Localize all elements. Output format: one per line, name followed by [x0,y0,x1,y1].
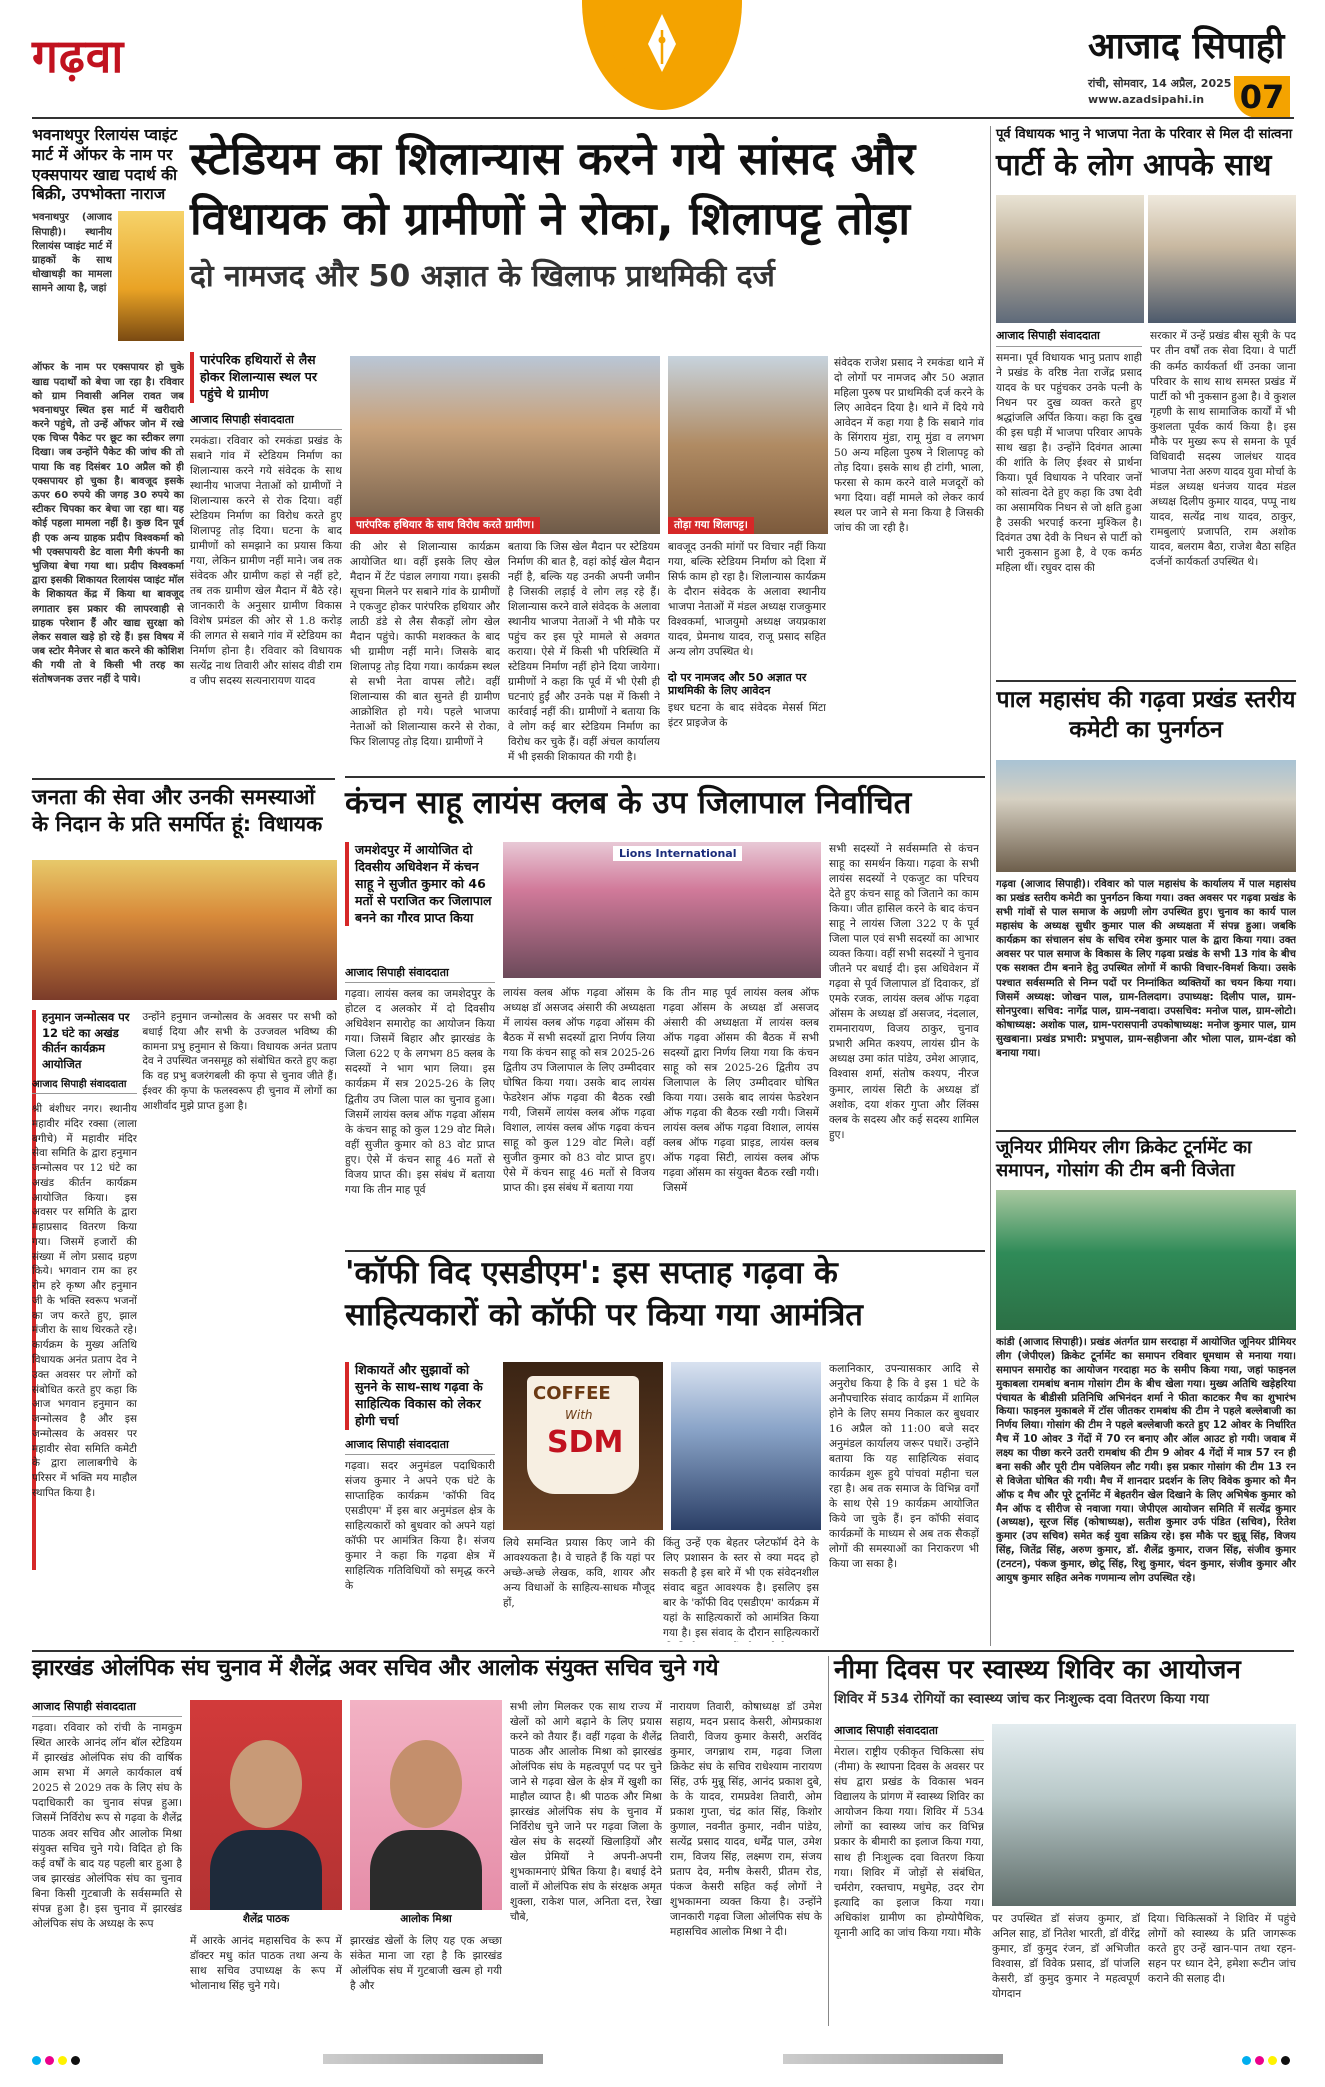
story-col2: सरकार में उन्हें प्रखंड बीस सूत्री के पद पर तीन वर्षों तक सेवा दिया। वे पार्टी की कर्मठ कार्यकर्ता थीं उनका जाना परिवार के साथ साथ समस्त प्रखंड में पार्टी को भी नुकसान हुआ है। वे कुशल गृहणी के साथ सामाजिक कार्यों में भी कुशलता पूर्वक कार्य किया है। इस मौके पर मुख्य रूप से समना के पूर्व विधिवादी सदस्य जालंधर यादव भाजपा नेता अरुण यादव युवा मोर्चा के मंडल अध्यक्ष धनंजय यादव मंडल अध्यक्ष दिलीप कुमार यादव, पप्पू नाथ यादव, सत्येंद्र नाथ यादव, ठाकुर, रामबुलाएं प्रजापति, राम अशोक यादव, बलराम बैठा, राजेश बैठा सहित दर्जनों कार्यकर्ता उपस्थित थे। [1150,330,1296,568]
story-coffee-sdm [345,1256,985,1646]
lead-col4-box [668,540,826,770]
lions-col3: कि तीन माह पूर्व लायंस क्लब ऑफ गढ़वा ऑसम के अध्यक्ष डॉ असजद अंसारी की अध्यक्षता में लायंस क्लब ऑफ गढ़वा ऑसम की बैठक में सभी सदस्यों द्वारा निर्णय लिया गया कि कंचन साहू को सत्र 2025-26 द्वितीय उप जिलापाल के लिए उम्मीदवार घोषित किया गया। उसके बाद लायंस फेडरेशन ऑफ गढ़वा की बैठक रखी गयी। जिसमें लायंस क्लब ऑफ गढ़वा विशाल, लायंस क्लब ऑफ गढ़वा प्राइड, लायंस क्लब ऑफ गढ़वा सिटी, लायंस क्लब ऑफ गढ़वा ऑसम का संयुक्त बैठक रखी गयी। जिसमें [663,987,819,1195]
lions-event-photo [503,842,821,978]
byline: आजाद सिपाही संवाददाता [345,1438,495,1455]
person-silhouette [230,1740,302,1828]
story-body: गढ़वा (आजाद सिपाही)। रविवार को पाल महासंघ के कार्यालय में पाल महासंघ का प्रखंड स्तरीय कमेटी का पुनर्गठन किया गया। उक्त अवसर पर गढ़वा प्रखंड के सभी गांवों से पाल समाज के अग्रणी लोग उपस्थित हुए। चुनाव का कार्य पाल महासंघ के अध्यक्ष सुधीर कुमार पाल की अध्यक्षता में संपन्न हुआ। जबकि कार्यक्रम का संचालन संघ के सचिव रमेश कुमार पाल के द्वारा किया गया। उक्त अवसर पर पाल समाज के विकास के लिए गढ़वा प्रखंड के सभी 13 गांव के बीच एक सशक्त टीम बनाने हेतु उपस्थित लोगों में काफी विचार-विमर्श किया। उसके पश्चात सर्वसम्मति से निम्न पदों पर निम्नांकित व्यक्तियों का चयन किया गया। जिसमें अध्यक्ष: जोखन पाल, ग्राम-तिलदाग। उपाध्यक्ष: दिलीप पाल, ग्राम-सोनपुरवा। सचिव: नागेंद्र पाल, ग्राम-नवादा। उपसचिव: मनोज पाल, ग्राम-लोटो। कोषाध्यक्ष: अशोक पाल, ग्राम-परासपानी उपकोषाध्यक्ष: मनोज कुमार पाल, ग्राम सुखबाना। प्रखंड प्रभारी: प्रभुपाल, ग्राम-सहीजना और भोला पाल, ग्राम-दंडा को बनाया गया। [996,879,1296,1059]
newspaper-name: आजाद सिपाही [1088,26,1285,67]
website-url: www.azadsipahi.in [1088,93,1205,106]
lead-pull-quote: पारंपरिक हथियारों से लैस होकर शिलान्यास स्थल पर पहुंचे थे ग्रामीण [190,352,342,403]
pull-quote-box [345,1362,495,1629]
section-rule [345,776,985,778]
lead-pull-quote-box [190,352,342,764]
coffee-cup-text3: SDM [547,1425,624,1460]
nima-col1: मेराल। राष्ट्रीय एकीकृत चिकित्सा संघ (नीमा) के स्थापना दिवस के अवसर पर संघ द्वारा प्रखंड के विकास भवन विद्यालय के प्रांगण में स्वास्थ्य शिविर का आयोजन किया गया। शिविर में 534 लोगों का स्वास्थ्य जांच कर विभिन्न प्रकार के बीमारी का इलाज किया गया, साथ ही निःशुल्क दवा वितरण किया गया। शिविर में जोड़ों से संबंधित, चर्मरोग, रक्तचाप, मधुमेह, उदर रोग इत्यादि का इलाज किया गया। अधिकांश ग्रामीण का होम्योपैथिक, यूनानी आदि का जांच किया गया। मौके [834,1746,984,1939]
portrait-shailendra [190,1700,342,1928]
story-olympic-association [32,1656,822,2056]
story-body-left: श्री बंशीधर नगर। स्थानीय महावीर मंदिर रक्सा (लाला बगीचे) में महावीर मंदिर सेवा समिति के द्वारा हनुमान जन्मोत्सव पर 12 घंटे का अखंड कीर्तन कार्यक्रम आयोजित किया। इस अवसर पर समिति के द्वारा महाप्रसाद वितरण किया गया। जिसमें हजारों की संख्या में लोग प्रसाद ग्रहण किये। भगवान राम का हर रोम हरे कृष्ण और हनुमान जी के भक्ति स्वरूप भजनों का जप करते हुए, झाल मंजीरा के साथ थिरकते रहे। कार्यक्रम के मुख्य अतिथि विधायक अनंत प्रताप देव ने उक्त अवसर पर लोगों को संबोधित करते हुए कहा कि आज भगवान हनुमान का जन्मोत्सव है और इस जन्मोत्सव के अवसर पर महावीर सेवा समिति कमेटी के द्वारा लालाबगीचे के परिसर में भक्ति मय माहौल स्थापित किया है। [32,1103,137,1499]
lions-col2: लायंस क्लब ऑफ गढ़वा ऑसम के अध्यक्ष डॉ असजद अंसारी की अध्यक्षता में लायंस क्लब ऑफ गढ़वा ऑसम की बैठक में सभी सदस्यों द्वारा निर्णय लिया गया कि कंचन साहू को सत्र 2025-26 द्वितीय उप जिलापाल के लिए उम्मीदवार घोषित किया गया। उसके बाद लायंस फेडरेशन ऑफ गढ़वा की बैठक रखी गयी, जिसमें लायंस क्लब ऑफ गढ़वा विशाल, लायंस क्लब ऑफ गढ़वा कंचन साहू को कुल 129 वोट मिले। वहीं सुजीत कुमार को 83 वोट प्राप्त हुए। ऐसे में कंचन साहू 46 मतों से विजय प्राप्त की। इस संबंध में बताया गया [503,987,655,1195]
coffee-col1: गढ़वा। सदर अनुमंडल पदाधिकारी संजय कुमार ने अपने एक घंटे के साप्ताहिक कार्यक्रम 'कॉफी विद एसडीएम' में इस बार अनुमंडल क्षेत्र के साहित्यकारों को बुधवार को अपने यहां कॉफी पर आमंत्रित किया है। संजय कुमार ने कहा कि गढ़वा क्षेत्र में साहित्यिक गतिविधियों को समृद्ध करने के [345,1459,495,1593]
story-headline: जूनियर प्रीमियर लीग क्रिकेट टूर्नामेंट का समापन, गोसांग की टीम बनी विजेता [996,1137,1252,1182]
lead-col2: की ओर से शिलान्यास कार्यक्रम आयोजित था। वहीं इसके लिए खेल मैदान में टेंट पंडाल लगाया गया। इसकी सूचना मिलने पर सबाने गांव के ग्रामीणों ने एकजुट होकर पारंपरिक हथियार और लाठी डंडे से लैस सैकड़ों लोग खेल मैदान पहुंचे। काफी मशक्कत के बाद भी ग्रामीण नहीं माने। जिसके बाद शिलापट्ट तोड़ दिया गया। कार्यक्रम स्थल से सभी नेता वापस लौटे। वहीं शिलान्यास की बात सुनते ही ग्रामीण आक्रोशित हो गये। पहले भाजपा नेताओं को शिलान्यास करने से रोका, फिर शिलापट्ट तोड़ दिया। ग्रामीणों ने [350,541,500,749]
olympic-col3: झारखंड खेलों के लिए यह एक अच्छा संकेत माना जा रहा है कि झारखंड ओलंपिक संघ में गुटबाजी खत्म हो गयी है और [350,1935,502,1993]
story-headline-line1: 'कॉफी विद एसडीएम': इस सप्ताह गढ़वा के [345,1255,838,1291]
coffee-col4: कलानिकार, उपन्यासकार आदि से अनुरोध किया है कि वे इस 1 घंटे के अनौपचारिक संवाद कार्यक्रम में शामिल होने के लिए समय निकाल कर बुधवार 16 अप्रैल को 11:00 बजे सदर अनुमंडल कार्यालय जरूर पधारें। उन्होंने बताया कि यह साहित्यिक संवाद कार्यक्रम शुरू हुये पांचवां महीना चल रहा है। अब तक समाज के विभिन्न वर्गों के साथ ऐसे 19 कार्यक्रम आयोजित किये जा चुके हैं। इन कॉफी संवाद कार्यक्रमों के माध्यम से अब तक सैकड़ों लोगों की समस्याओं का निराकरण भी किया जा सका है। [829,1363,979,1571]
story-lions-club [345,786,985,1246]
story-body: कांडी (आजाद सिपाही)। प्रखंड अंतर्गत ग्राम सरदाहा में आयोजित जूनियर प्रीमियर लीग (जेपीएल) क्रिकेट टूर्नामेंट का समापन रविवार धूमधाम से मनाया गया। समापन समारोह का आयोजन गरदाहा मठ के समीप किया गया, जहां फाइनल मुकाबला रामबांध बनाम गोसांग टीम के बीच खेला गया। मुख्य अतिथि खड़ेहरिया पंचायत के बीडीसी प्रतिनिधि अभिनंदन शर्मा ने फीता काटकर मैच का शुभारंभ किया। फाइनल मुकाबले में टॉस जीतकर रामबांध की टीम ने पहले बल्लेबाजी का निर्णय लिया। गोसांग की टीम ने पहले बल्लेबाजी करते हुए 12 ओवर के निर्धारित मैच में 10 ओवर 3 गेंदों में 70 रन बनाए और ऑल आउट हो गयी। जवाब में लक्ष्य का पीछा करने उतरी रामबांध की टीम 9 ओवर 4 गेंदों में मात्र 57 रन ही बना सकी और पूरी टीम पवेलियन लौट गयी। इस प्रकार गोसांग की टीम 13 रन से विजेता घोषित की गयी। मैच में शानदार प्रदर्शन के लिए विवेक कुमार को मैन ऑफ द मैच और पूरे टूर्नामेंट में बेहतरीन खेल दिखाने के लिए अभिषेक कुमार को मैन ऑफ द सीरीज से नवाजा गया। जेपीएल आयोजन समिति में सत्येंद्र कुमार (अध्यक्ष), सूरज सिंह (कोषाध्यक्ष), सतीश कुमार उर्फ पंडित (सचिव), रितेश कुमार (उप सचिव) समेत कई युवा सक्रिय रहे। इस मौके पर झुन्नू सिंह, विजय सिंह, जितेंद्र सिंह, अरुण कुमार, डॉ. शैलेंद्र कुमार, राजन सिंह, संजीव कुमार (टनटन), पंकज कुमार, छोटू सिंह, रिशु कुमार, चंदन कुमार, संजीव कुमार और आयुष कुमार सहित अनेक गणमान्य लोग उपस्थित रहे। [996,1337,1296,1584]
product-photo [118,211,184,341]
committee-photo [996,760,1296,872]
byline: आजाद सिपाही संवाददाता [190,413,342,430]
dateline: रांची, सोमवार, 14 अप्रैल, 2025 [1088,77,1232,90]
lead-col3: बताया कि जिस खेल मैदान पर स्टेडियम निर्माण की बात है, वहां कोई खेल मैदान नहीं है, बल्कि यह उनकी अपनी जमीन है जिसकी लड़ाई वे लोग लड़ रहे हैं। शिलान्यास करने वाले संवेदक के अलावा स्थानीय भाजपा नेताओं ने भी मौके पर पहुंच कर इस पूरे मामले से अवगत कराया। ऐसे में किसी भी परिस्थिति में स्टेडियम निर्माण नहीं होने दिया जायेगा। ग्रामीणों ने कहा कि पूर्व में भी ऐसी ही घटनाएं हुईं और उनके पक्ष में किसी ने कार्रवाई नहीं की। ग्रामीणों ने बताया कि वे लोग कई बार स्टेडियम निर्माण का विरोध कर चुके हैं। वहीं अंचल कार्यालय में भी इसकी शिकायत की गयी है। [508,541,660,764]
story-headline: पाल महासंघ की गढ़वा प्रखंड स्तरीय कमेटी का पुनर्गठन [996,687,1296,743]
bottom-rule [32,1650,1294,1652]
portrait-name: आलोक मिश्रा [350,1910,502,1928]
story-headline: झारखंड ओलंपिक संघ चुनाव में शैलेंद्र अवर सचिव और आलोक संयुक्त सचिव चुने गये [32,1655,719,1681]
story-body-top: भवनाथपुर (आजाद सिपाही)। स्थानीय रिलायंस प्वाइंट मार्ट में ग्राहकों के साथ धोखाधड़ी का मामला सामने आया है, जहां [32,212,112,295]
story-body-right: उन्होंने हनुमान जन्मोत्सव के अवसर पर सभी को बधाई दिया और सभी के उज्जवल भविष्य की कामना प्रभु हनुमान से किया। विधायक अनंत प्रताप देव ने उपस्थित जनसमूह को संबोधित करते हुए कहा कि वह प्रभु बजरंगबली की कृपा से चुनाव जीते हैं। ईश्वर की कृपा के फलस्वरूप ही चुनाव में लोगों का आशीर्वाद मुझे प्राप्त हुआ है। [142,1011,337,1112]
photo-caption: तोड़ा गया शिलापट्ट। [668,517,754,534]
byline: आजाद सिपाही संवाददाता [32,1078,137,1094]
section-rule [996,680,1296,682]
olympic-col5: नारायण तिवारी, कोषाध्यक्ष डॉ उमेश सहाय, मदन प्रसाद केसरी, ओमप्रकाश तिवारी, विजय कुमार केसरी, अरविंद कुमार, जगन्नाथ राम, गढ़वा जिला क्रिकेट संघ के सचिव राधेश्याम नारायण सिंह, उर्फ मुन्नू सिंह, आनंद प्रकाश दुबे, के के यादव, रामप्रवेश तिवारी, ओम प्रकाश गुप्ता, चंद्र कांत सिंह, किशोर कुणाल, नवनीत कुमार, नवीन पांडेय, सत्येंद्र प्रसाद यादव, धर्मेंद्र पाल, उमेश राम, विजय सिंह, लक्ष्मण राम, संजय प्रताप देव, मनीष केसरी, प्रीतम रोड, पंकज केसरी सहित कई लोगों ने शुभकामना व्यक्त किया है। उन्होंने जानकारी गढ़वा जिला ओलंपिक संघ के महासचिव आलोक मिश्रा ने दी। [670,1701,822,1939]
lead-col4-subhead: दो पर नामजद और 50 अज्ञात पर प्राथमिकी के लिए आवेदन [668,671,807,697]
lead-col4: बावजूद उनकी मांगों पर विचार नहीं किया गया, बल्कि स्टेडियम निर्माण को दिशा में सिर्फ काम हो रहा है। शिलान्यास कार्यक्रम के दौरान संवेदक के अलावा स्थानीय भाजपा नेताओं में मंडल अध्यक्ष राजकुमार विश्वकर्मा, भाजयुमो अध्यक्ष जयप्रकाश यादव, प्रेमनाथ यादव, राजू प्रसाद सहित अन्य लोग उपस्थित थे। [668,541,826,659]
brand-logo [582,0,742,112]
masthead [0,0,1325,118]
cricket-team-photo [996,1190,1296,1330]
byline: आजाद सिपाही संवाददाता [996,329,1142,346]
lead-headline-line1: स्टेडियम का शिलान्यास करने गये सांसद और [190,132,916,185]
olympic-col4: सभी लोग मिलकर एक साथ राज्य में खेलों को आगे बढ़ाने के लिए प्रयास करने को तैयार हैं। वहीं गढ़वा के शैलेंद्र पाठक और आलोक मिश्रा को झारखंड ओलंपिक संघ के महत्वपूर्ण पद पर चुने जाने से गढ़वा खेल के क्षेत्र में खुशी का माहौल व्याप्त है। श्री पाठक और मिश्रा झारखंड ओलंपिक संघ के चुनाव में निर्विरोध चुने जाने पर गढ़वा जिला के खेल संघ के सदस्यों खिलाड़ियों और खेल प्रेमियों ने अपनी-अपनी शुभकामनाएं प्रेषित किया है। बधाई देने वालों में ओलंपिक संघ के संरक्षक अमृत शुक्ला, राकेश पाल, अनिता दत्त, रेखा चौबे, [510,1701,662,1924]
story-bhanu-visit [996,128,1296,648]
section-title: गढ़वा [32,29,125,83]
story-headline: कंचन साहू लायंस क्लब के उप जिलापाल निर्वाचित [345,785,912,821]
story-subhead: शिविर में 534 रोगियों का स्वास्थ्य जांच कर निःशुल्क दवा वितरण किया गया [834,1690,1210,1707]
lead-col4b: इधर घटना के बाद संवेदक मेसर्स मिंटा इंटर प्राइजेज के [668,702,826,730]
meeting-photo [1148,195,1296,323]
story-col1: समना। पूर्व विधायक भानु प्रताप शाही ने प्रखंड के वरिष्ठ नेता राजेंद्र प्रसाद यादव के घर पहुंचकर उनके पत्नी के निधन पर दुख व्यक्त करते हुए श्रद्धांजलि अर्पित किया। कहा कि दुख की इस घड़ी में भाजपा परिवार आपके साथ खड़ा है। उन्होंने दिवंगत आत्मा की शांति के लिए ईश्वर से प्रार्थना किया। पूर्व विधायक ने परिवार जनों को सांत्वना देते हुए कहा कि उषा देवी का असामयिक निधन से जो क्षति हुआ है उसकी भरपाई करना मुश्किल है। दिवंगत उषा देवी के निधन से पार्टी को भारी नुकसान हुआ है, वे एक कर्मठ महिला थीं। रघुवर दास की [996,351,1142,575]
story-headline: नीमा दिवस पर स्वास्थ्य शिविर का आयोजन [834,1655,1241,1685]
story-kicker: पूर्व विधायक भानु ने भाजपा नेता के परिवार से मिल दी सांत्वना [996,127,1293,142]
nima-col2: पर उपस्थित डॉ संजय कुमार, डॉ अनिल साह, डॉ नितेश भारती, डॉ वीरेंद्र कुमार, डॉ कुमुद रंजन, डॉ अभिजीत विश्वास, डॉ विवेक प्रसाद, डॉ पांजलि केसरी, डॉ कुमुद कुमार ने महत्वपूर्ण योगदान [992,1913,1140,2001]
column-divider [990,126,991,1646]
story-nima-camp [834,1656,1296,2056]
nima-col3: दिया। चिकित्सकों ने शिविर में पहुंचे लोगों को स्वास्थ्य के प्रति जागरूक करते हुए उन्हें खान-पान तथा रहन-सहन पर ध्यान देने, हमेशा रूटीन जांच कराने की सलाह दी। [1148,1913,1296,1986]
registration-strip [32,2052,1294,2066]
lions-col1: गढ़वा। लायंस क्लब का जमशेदपुर के होटल द अलकोर में दो दिवसीय अधिवेशन समारोह का आयोजन किया गया। जिसमें बिहार और झारखंड के जिला 622 ए के लगभग 85 क्लब के सदस्यों ने भाग भाग लिया। इस कार्यक्रम में सत्र 2025-26 के लिए द्वितीय उप जिला पाल का चुनाव हुआ। जिसमें लायंस क्लब ऑफ गढ़वा ऑसम के कंचन साहू को कुल 129 वोट मिले। वहीं सुजीत कुमार को 83 वोट प्राप्त हुए। ऐसे में कंचन साहू 46 मतों से विजय प्राप्त की। इस संबंध में बताया गया कि तीन माह पूर्व [345,988,495,1196]
lead-headline-line2: विधायक को ग्रामीणों ने रोका, शिलापट्ट तोड़ा [190,192,911,245]
banner-text: Lions International [613,846,742,861]
temple-photo [32,860,337,1000]
coffee-cup-text2: With [565,1408,593,1422]
sdm-office-photo [671,1362,821,1530]
byline: आजाद सिपाही संवाददाता [32,1700,182,1717]
protest-photo [350,356,660,534]
meeting-photo [996,195,1144,323]
coffee-sdm-graphic [503,1362,663,1530]
pull-quote-box [345,842,495,926]
portrait-name: शैलेंद्र पाठक [190,1910,342,1928]
story-body: ऑफर के नाम पर एक्सपायर हो चुके खाद्य पदार्थों को बेचा जा रहा है। रविवार को ग्राम निवासी अनिल रावत जब भवनाथपुर स्थित इस मार्ट में खरीदारी करने पहुंचे, तो उन्हें ऑफर जोन में रखे एक चिप्स पैकेट पर छूट का स्टीकर लगा दिखा। जब उन्होंने पैकेट की जांच की तो पाया कि वह दिसंबर 10 अप्रैल को ही एक्सपायर हो चुका है। बावजूद इसके ऊपर 60 रुपये की जगह 30 रुपये का स्टीकर चिपका कर बेचा जा रहा था। यह कोई पहला मामला नहीं है। कुछ दिन पूर्व ही एक अन्य ग्राहक प्रदीप विश्वकर्मा को भी एक्सपायरी डेट वाला मैगी कंपनी का भुजिया बेचा गया था। प्रदीप विश्वकर्मा द्वारा इसकी शिकायत रिलायंस प्वाइंट मॉल के शिकायत केंद्र में किया था बावजूद लगातार इस प्रकार की लापरवाही से ग्राहक परेशान हैं और खाद्य सुरक्षा को लेकर सवाल खड़े हो रहे हैं। इस विषय में जब स्टोर मैनेजर से बात करने की कोशिश की गयी तो वे किसी भी तरह का संतोषजनक उत्तर नहीं दे पाये। [32,362,184,686]
masthead-rule [32,117,1294,119]
page-number: 07 [1234,76,1290,118]
portrait-alok [350,1700,502,1928]
coffee-col3-flow: किंतु उन्हें एक बेहतर प्लेटफॉर्म देने के लिए प्रशासन के स्तर से क्या मदद हो सकती है इस बारे में भी एक संवेदनशील संवाद बहुत आवश्यक है। इसलिए इस बार के 'कॉफी विद एसडीएम' कार्यक्रम में यहां के साहित्यकारों को आमंत्रित किया गया है। इस संवाद के दौरान साहित्यकारों [663,1537,819,1640]
byline: आजाद सिपाही संवाददाता [345,966,495,983]
photo-caption: पारंपरिक हथियार के साथ विरोध करते ग्रामीण। [350,517,540,534]
photo-caption: हनुमान जन्मोत्सव पर 12 घंटे का अखंड कीर्तन कार्यक्रम आयोजित [32,1010,136,1570]
section-rule [996,1130,1296,1132]
column-rule [32,778,335,780]
story-jpl-cricket [996,1136,1296,1656]
story-headline-line2: साहित्यकारों को कॉफी पर किया गया आमंत्रित [345,1296,863,1333]
lead-col1: रमकंडा। रविवार को रमकंडा प्रखंड के सबाने गांव में स्टेडियम निर्माण का शिलान्यास करने गये संवेदक के साथ स्थानीय भाजपा नेताओं को ग्रामीणों ने शिलान्यास करने से रोक दिया। वहीं स्टेडियम निर्माण का विरोध करते हुए शिलापट्ट तोड़ दिया। घटना के बाद ग्रामीणों को समझाने का प्रयास किया गया, लेकिन ग्रामीण नहीं माने। जब तक संवेदक और ग्रामीण कहां से नहीं हटे, तब तक ग्रामीण खेल मैदान में बैठे रहे। जानकारी के अनुसार ग्रामीण विकास विशेष प्रमंडल की ओर से 1.8 करोड़ की लागत से सबाने गांव में स्टेडियम का निर्माण होना है। रविवार को विधायक सत्येंद्र नाथ तिवारी और सांसद वीडी राम व जीप सदस्य सत्यनारायण यादव [190,434,342,688]
column-divider [828,1656,829,2026]
person-silhouette [390,1740,462,1828]
pen-nib-logo-icon [582,0,742,112]
coffee-col2: लिये समन्वित प्रयास किए जाने की आवश्यकता है। वे चाहते हैं कि यहां पर अच्छे-अच्छे लेखक, कवि, शायर और अन्य विधाओं के साहित्य-साधक मौजूद हों, [503,1537,655,1610]
olympic-col1: गढ़वा। रविवार को रांची के नामकुम स्थित आरके आनंद लॉन बॉल स्टेडियम में झारखंड ओलंपिक संघ की वार्षिक आम सभा में अगले कार्यकाल वर्ष 2025 से 2029 तक के लिए संघ के पदाधिकारी का चुनाव संपन्न हुआ। जिसमें निर्विरोध रूप से गढ़वा के शैलेंद्र पाठक अवर सचिव और आलोक मिश्रा संयुक्त सचिव चुने गये। विदित हो कि कई वर्षों के बाद यह पहली बार हुआ है जब झारखंड ओलंपिक संघ का चुनाव बिना किसी गुटबाजी के सर्वसम्मति से संपन्न हुआ है। इस चुनाव में झारखंड ओलंपिक संघ के अध्यक्ष के रूप [32,1722,182,1930]
story-headline: भवनाथपुर रिलायंस प्वाइंट मार्ट में ऑफर के नाम पर एक्सपायर खाद्य पदार्थ की बिक्री, उपभोक्ता नाराज [32,126,178,204]
lead-col5: संवेदक राजेश प्रसाद ने रमकंडा थाने में दो लोगों पर नामजद और 50 अज्ञात महिला पुरुष पर प्राथमिकी दर्ज करने के लिए आवेदन दिया है। थाने में दिये गये आवेदन में कहा गया है कि सबाने गांव के सिंगराय मुंडा, रामू मुंडा व लगभग 50 अन्य महिला पुरुष ने शिलापट्ट को तोड़ दिया। इसके साथ ही टांगी, भाला, फरसा से काम करने वाले मजदूरों को भगा दिया। वहीं मामले को लेकर कार्य स्थल पर जाने से मना किया है जिसकी जांच की जा रही है। [834,357,984,535]
story-expired-food [32,126,184,770]
story-headline: जनता की सेवा और उनकी समस्याओं के निदान के प्रति समर्पित हूं: विधायक [32,785,323,837]
byline: आजाद सिपाही संवाददाता [834,1724,984,1741]
story-mla-service [32,784,337,1634]
health-camp-photo [992,1724,1296,1906]
lions-col4: सभी सदस्यों ने सर्वसम्मति से कंचन साहू का समर्थन किया। गढ़वा के सभी लायंस सदस्यों ने एकजुट का परिचय देते हुए कंचन साहू को जिताने का काम किया। जीत हासिल करने के बाद कंचन साहू ने लायंस जिला 322 ए के पूर्व जिला पाल एवं सभी सदस्यों का आभार व्यक्त किया। वहीं सभी सदस्यों ने चुनाव जीतने पर बधाई दी। इस अधिवेशन में गढ़वा से पूर्व जिलापाल डॉ दिवाकर, डॉ एमके रजक, लायंस क्लब ऑफ गढ़वा ऑसम के अध्यक्ष डॉ असजद, नंदलाल, रामनारायण, विजय ठाकुर, चुनाव प्रभारी अमित कश्यप, लायंस ग्रीन के अध्यक्ष उमा कांत पांडेय, उमेश आज़ाद, विश्वास शर्मा, संतोष कश्यप, नीरज कुमार, लायंस सिटी के अध्यक्ष डॉ अशोक, दया शंकर गुप्ता और लिंक्स क्लब के सदस्य और कई सदस्य शामिल हुए। [829,843,979,1141]
section-rule [345,1250,985,1252]
story-pal-committee [996,686,1296,1126]
olympic-col2: में आरके आनंद महासचिव के रूप में डॉक्टर मधु कांत पाठक तथा अन्य के साथ सचिव उपाध्यक्ष के रूप में भोलानाथ सिंह चुने गये। [190,1935,342,1993]
pull-quote: शिकायतें और सुझावों को सुनने के साथ-साथ गढ़वा के साहित्यिक विकास को लेकर होगी चर्चा [345,1362,495,1430]
pull-quote: जमशेदपुर में आयोजित दो दिवसीय अधिवेशन में कंचन साहू ने सुजीत कुमार को 46 मतों से पराजित कर जिलापाल बनने का गौरव प्राप्त किया [345,842,495,926]
lead-subhead: दो नामजद और 50 अज्ञात के खिलाफ प्राथमिकी दर्ज [190,259,775,294]
coffee-cup-text: COFFEE [533,1383,611,1404]
story-headline: पार्टी के लोग आपके साथ [996,147,1272,183]
broken-plaque-photo [668,356,828,534]
